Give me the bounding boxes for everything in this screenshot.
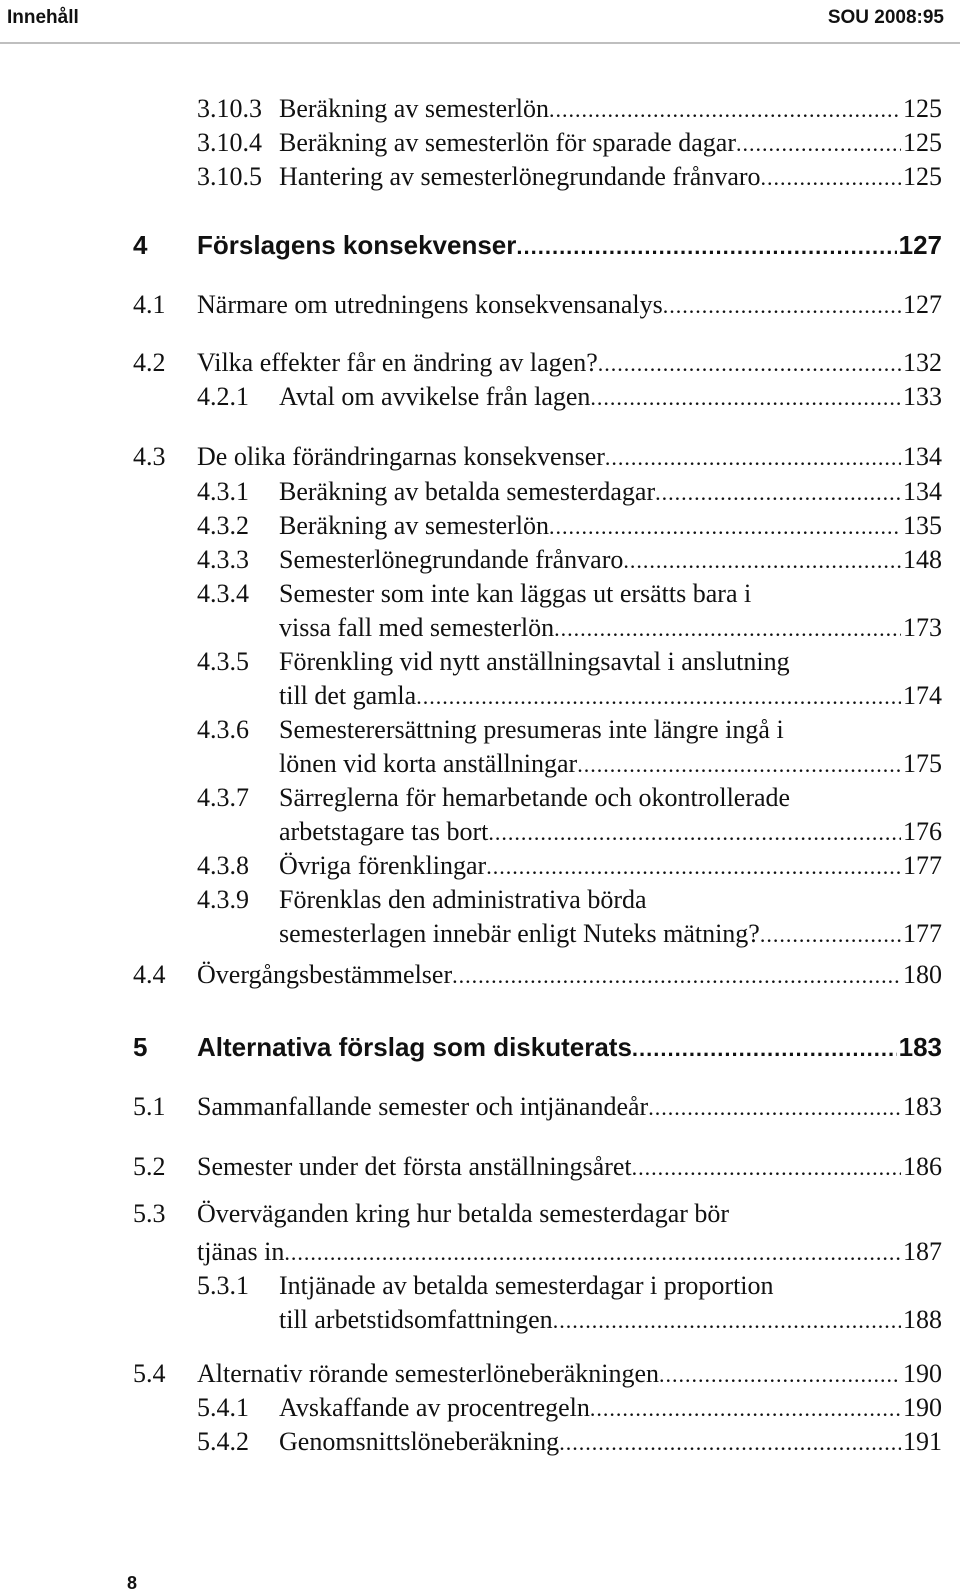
toc-entry-title: Semesterersättning presumeras inte längre ingå i xyxy=(279,715,784,744)
page-header xyxy=(0,0,960,44)
toc-entry-number: 4.3.2 xyxy=(197,511,249,540)
dot-leader xyxy=(284,1236,901,1270)
toc-entry-title-continued: lönen vid korta anställningar xyxy=(279,749,578,778)
toc-entry-leader xyxy=(197,1357,942,1392)
toc-entry-title: Överväganden kring hur betalda semesterdagar bör xyxy=(197,1199,730,1228)
toc-entry-page: 186 xyxy=(903,1152,942,1181)
toc-entry xyxy=(0,440,960,474)
toc-entry xyxy=(0,1357,960,1391)
toc-entry-number: 3.10.4 xyxy=(197,128,262,157)
toc-entry-leader xyxy=(279,92,942,127)
toc-entry-leader xyxy=(279,849,942,884)
dot-leader xyxy=(760,918,901,952)
toc-entry-leader xyxy=(279,543,942,578)
toc-entry-page: 175 xyxy=(903,749,942,778)
toc-entry-title: Sammanfallande semester och intjänandeår xyxy=(197,1092,649,1121)
toc-entry-page: 176 xyxy=(903,817,942,846)
toc-entry-title: Beräkning av semesterlön xyxy=(279,511,550,540)
toc-entry-title: Genomsnittslöneberäkning xyxy=(279,1427,560,1456)
dot-leader xyxy=(416,680,901,714)
toc-entry-page: 180 xyxy=(903,960,942,989)
toc-entry xyxy=(0,1269,960,1334)
toc-entry-page: 173 xyxy=(903,613,942,642)
toc-entry-number: 4.1 xyxy=(133,290,166,319)
dot-leader xyxy=(516,230,896,264)
toc-entry-title-continued: vissa fall med semesterlön xyxy=(279,613,555,642)
toc-entry-page: 183 xyxy=(903,1092,942,1121)
toc-entry-leader xyxy=(279,1425,942,1460)
dot-leader xyxy=(659,1358,901,1392)
toc-entry-page: 125 xyxy=(903,162,942,191)
toc-entry-title-continued: till arbetstidsomfattningen xyxy=(279,1305,553,1334)
toc-entry-page: 191 xyxy=(903,1427,942,1456)
toc-entry xyxy=(0,958,960,992)
dot-leader xyxy=(761,161,901,195)
toc-entry-title: Avtal om avvikelse från lagen xyxy=(279,382,591,411)
toc-entry-leader xyxy=(279,815,942,850)
toc-entry-leader xyxy=(279,475,942,510)
toc-entry-page: 135 xyxy=(903,511,942,540)
dot-leader xyxy=(549,93,901,127)
section-title: Innehåll xyxy=(7,7,79,28)
toc-entry-number: 4.3.9 xyxy=(197,885,249,914)
document-id: SOU 2008:95 xyxy=(827,7,944,28)
toc-entry xyxy=(0,92,960,126)
toc-entry-title: Beräkning av betalda semesterdagar xyxy=(279,477,656,506)
toc-entry-page: 177 xyxy=(903,919,942,948)
dot-leader xyxy=(488,816,901,850)
toc-entry-number: 4 xyxy=(133,230,148,260)
toc-entry-page: 127 xyxy=(903,290,942,319)
toc-entry-page: 188 xyxy=(903,1305,942,1334)
toc-entry-title: Semester under det första anställningsåret xyxy=(197,1152,632,1181)
toc-entry-title-continued: till det gamla xyxy=(279,681,417,710)
toc-entry-leader xyxy=(279,160,942,195)
toc-entry xyxy=(0,380,960,414)
toc-entry xyxy=(0,1391,960,1425)
toc-entry-page: 127 xyxy=(898,230,942,260)
toc-entry xyxy=(0,1030,960,1064)
dot-leader xyxy=(553,1304,901,1338)
toc-entry-title: Beräkning av semesterlön xyxy=(279,94,550,123)
toc-entry-page: 133 xyxy=(903,382,942,411)
toc-entry-title: Övriga förenklingar xyxy=(279,851,487,880)
toc-entry xyxy=(0,543,960,577)
toc-entry xyxy=(0,288,960,322)
dot-leader xyxy=(648,1091,901,1125)
dot-leader xyxy=(577,748,901,782)
toc-entry-page: 134 xyxy=(903,442,942,471)
toc-entry-leader xyxy=(279,679,942,714)
dot-leader xyxy=(590,1392,901,1426)
toc-entry-leader xyxy=(197,1235,942,1270)
toc-entry-title: Närmare om utredningens konsekvensanalys xyxy=(197,290,663,319)
dot-leader xyxy=(655,476,901,510)
toc-entry-number: 4.3.8 xyxy=(197,851,249,880)
toc-entry-title: Beräkning av semesterlön för sparade dagar xyxy=(279,128,736,157)
toc-entry-number: 3.10.3 xyxy=(197,94,262,123)
toc-entry-title: Alternativa förslag som diskuterats xyxy=(197,1032,632,1062)
toc-entry-title: Alternativ rörande semesterlöneberäkningen xyxy=(197,1359,660,1388)
toc-entry-page: 134 xyxy=(903,477,942,506)
toc-entry-page: 187 xyxy=(903,1237,942,1266)
toc-entry xyxy=(0,645,960,710)
toc-entry-number: 4.2.1 xyxy=(197,382,249,411)
toc-entry-title: Avskaffande av procentregeln xyxy=(279,1393,590,1422)
toc-entry-leader xyxy=(279,917,942,952)
toc-entry-title-continued: arbetstagare tas bort xyxy=(279,817,489,846)
toc-entry-leader xyxy=(197,346,942,381)
toc-entry-leader xyxy=(279,380,942,415)
toc-entry xyxy=(0,126,960,160)
toc-entry-title: Vilka effekter får en ändring av lagen? xyxy=(197,348,598,377)
toc-entry xyxy=(0,228,960,262)
toc-entry-number: 4.3.7 xyxy=(197,783,249,812)
toc-entry-page: 183 xyxy=(898,1032,942,1062)
toc-entry xyxy=(0,1197,960,1266)
toc-entry-leader xyxy=(279,1303,942,1338)
toc-entry-number: 4.3.1 xyxy=(197,477,249,506)
toc-entry-title: Förslagens konsekvenser xyxy=(197,230,517,260)
dot-leader xyxy=(554,612,901,646)
toc-entry-page: 190 xyxy=(903,1359,942,1388)
dot-leader xyxy=(590,381,901,415)
toc-entry-number: 5.3.1 xyxy=(197,1271,249,1300)
dot-leader xyxy=(736,127,901,161)
toc-entry-number: 5.2 xyxy=(133,1152,166,1181)
toc-entry xyxy=(0,883,960,948)
dot-leader xyxy=(486,850,901,884)
toc-entry-number: 5.4.1 xyxy=(197,1393,249,1422)
toc-entry-leader xyxy=(197,1150,942,1185)
toc-entry-leader xyxy=(279,126,942,161)
toc-entry-leader xyxy=(279,509,942,544)
toc-entry-number: 4.3.5 xyxy=(197,647,249,676)
toc-entry-number: 5.4 xyxy=(133,1359,166,1388)
toc-entry xyxy=(0,781,960,846)
toc-entry-title-continued: tjänas in xyxy=(197,1237,285,1266)
toc-entry xyxy=(0,1090,960,1124)
toc-entry xyxy=(0,577,960,642)
toc-entry xyxy=(0,509,960,543)
toc-entry-number: 5 xyxy=(133,1032,148,1062)
toc-entry-leader xyxy=(279,1391,942,1426)
toc-entry-number: 4.3.3 xyxy=(197,545,249,574)
toc-entry xyxy=(0,1425,960,1459)
toc-entry-number: 4.3.4 xyxy=(197,579,249,608)
dot-leader xyxy=(605,441,901,475)
dot-leader xyxy=(632,1151,901,1185)
toc-entry-page: 174 xyxy=(903,681,942,710)
toc-entry-title: Intjänade av betalda semesterdagar i proportion xyxy=(279,1271,774,1300)
page-number: 8 xyxy=(127,1573,138,1593)
toc-entry-leader xyxy=(197,288,942,323)
toc-entry xyxy=(0,849,960,883)
toc-entry-number: 5.1 xyxy=(133,1092,166,1121)
toc-entry-number: 4.4 xyxy=(133,960,166,989)
toc-entry xyxy=(0,346,960,380)
toc-entry-leader xyxy=(279,747,942,782)
toc-entry-title: Semesterlönegrundande frånvaro xyxy=(279,545,624,574)
toc-entry-leader xyxy=(197,1030,942,1066)
toc-entry-title: Förenklas den administrativa börda xyxy=(279,885,647,914)
toc-entry-page: 190 xyxy=(903,1393,942,1422)
toc-entry-number: 4.2 xyxy=(133,348,166,377)
toc-entry-number: 4.3.6 xyxy=(197,715,249,744)
toc-entry-title: De olika förändringarnas konsekvenser xyxy=(197,442,605,471)
toc-entry xyxy=(0,160,960,194)
dot-leader xyxy=(632,1032,897,1066)
dot-leader xyxy=(623,544,901,578)
toc-entry-page: 125 xyxy=(903,128,942,157)
dot-leader xyxy=(559,1426,901,1460)
toc-entry-page: 125 xyxy=(903,94,942,123)
toc-entry-page: 148 xyxy=(903,545,942,574)
toc-entry-number: 5.3 xyxy=(133,1199,166,1228)
toc-entry-leader xyxy=(197,1090,942,1125)
toc-entry-title: Övergångsbestämmelser xyxy=(197,960,453,989)
toc-entry-number: 5.4.2 xyxy=(197,1427,249,1456)
toc-entry-page: 132 xyxy=(903,348,942,377)
toc-entry-number: 4.3 xyxy=(133,442,166,471)
toc-entry xyxy=(0,713,960,778)
toc-entry-page: 177 xyxy=(903,851,942,880)
toc-entry xyxy=(0,475,960,509)
toc-entry-title: Semester som inte kan läggas ut ersätts bara i xyxy=(279,579,752,608)
dot-leader xyxy=(452,959,901,993)
dot-leader xyxy=(549,510,901,544)
toc-entry-title-continued: semesterlagen innebär enligt Nuteks mätning? xyxy=(279,919,760,948)
toc-entry-number: 3.10.5 xyxy=(197,162,262,191)
dot-leader xyxy=(598,347,901,381)
toc-entry-title: Hantering av semesterlönegrundande frånvaro xyxy=(279,162,761,191)
toc-entry-leader xyxy=(279,611,942,646)
toc-entry-title: Särreglerna för hemarbetande och okontrollerade xyxy=(279,783,791,812)
dot-leader xyxy=(663,289,901,323)
toc-entry-leader xyxy=(197,228,942,264)
toc-entry-leader xyxy=(197,958,942,993)
toc-entry-leader xyxy=(197,440,942,475)
toc-entry-title: Förenkling vid nytt anställningsavtal i anslutning xyxy=(279,647,790,676)
toc-entry xyxy=(0,1150,960,1184)
